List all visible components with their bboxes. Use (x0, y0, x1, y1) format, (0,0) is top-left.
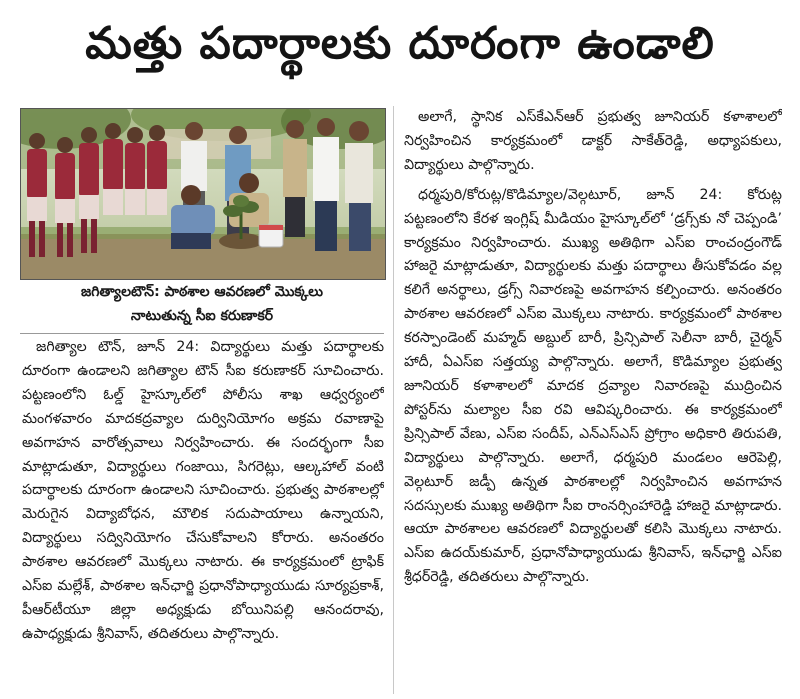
article-photo (20, 108, 386, 280)
tree-planting-illustration (21, 109, 385, 279)
article-body-right (404, 106, 782, 696)
body-paragraph: ధర్మపురి/కోరుట్ల/కొడిమ్యాల/వెల్గటూర్, జూన్ 24: కోరుట్ల పట్టణంలోని కేరళ ఇంగ్లిష్ మీడియం హైస్కూల్‌లో ‘డ్రగ్స్‌కు నో చెప్పండి’ కార్యక్రమం నిర్వహించారు. ముఖ్య అతిథిగా ఎస్ఐ రాంచంద్రంగౌడ్ హాజరై మాట్లాడుతూ, విద్యార్థులకు మత్తు పదార్థాలు తీసుకోవడం వల్ల కలిగే అనర్థాలు, డ్రగ్స్ నివారణపై అవగాహన కల్పించారు. అనంతరం పాఠశాల ఆవరణలో ఎస్ఐ మొక్కలు నాటారు. కార్యక్రమంలో పాఠశాల కరస్పాండెంట్ మహ్మద్ అబ్దుల్ బారీ, ప్రిన్సిపాల్ సెలీనా బారీ, చైర్మన్ హాదీ, ఏఎస్ఐ సత్తయ్య పాల్గొన్నారు. అలాగే, కొడిమ్యాల ప్రభుత్వ జూనియర్ కళాశాలలో మాదక ద్రవ్యాల నివారణపై ముద్రించిన పోస్టర్‌ను మల్యాల సీఐ రవి ఆవిష్కరించారు. ఈ కార్యక్రమంలో ప్రిన్సిపాల్ వేణు, ఎస్ఐ సందీప్, ఎన్ఎస్ఎస్ ప్రోగ్రాం అధికారి తిరుపతి, విద్యార్థులు పాల్గొన్నారు. అలాగే, ధర్మపురి మండలం ఆరెపెల్లి, వెల్గటూర్ జడ్పీ ఉన్నత పాఠశాలల్లో నిర్వహించిన అవగాహన సదస్సులకు ముఖ్య అతిథిగా సీఐ రాంనర్సింహారెడ్డి హాజరై మాట్లాడారు. ఆయా పాఠశాలల ఆవరణలో విద్యార్థులతో కలిసి మొక్కలు నాటారు. ఎస్ఐ ఉదయ్‌కుమార్, ప్రధానోపాధ్యాయుడు శ్రీనివాస్, ఇన్‌ఛార్జి ఎస్ఐ శ్రీధర్‌రెడ్డి, తదితరులు పాల్గొన్నారు. (404, 186, 782, 586)
body-paragraph: జగిత్యాల టౌన్, జూన్ 24: విద్యార్థులు మత్తు పదార్థాలకు దూరంగా ఉండాలని జగిత్యాల టౌన్ సీఐ కరుణాకర్ సూచించారు. పట్టణంలోని ఓల్డ్ హైస్కూల్‌లో పోలీసు శాఖ ఆధ్వర్యంలో మంగళవారం మాదకద్రవ్యాల దుర్వినియోగం అక్రమ రవాణాపై అవగాహన వారోత్సవాలు నిర్వహించారు. ఈ సందర్భంగా సీఐ మాట్లాడుతూ, విద్యార్థులు గంజాయి, సిగరెట్లు, ఆల్కహాల్ వంటి పదార్థాలకు దూరంగా ఉండాలని సూచించారు. ప్రభుత్వ పాఠశాలల్లో మెరుగైన విద్యాబోధన, మౌలిక సదుపాయాలు ఉన్నాయని, విద్యార్థులు సద్వినియోగం చేసుకోవాలని కోరారు. అనంతరం పాఠశాల ఆవరణలో మొక్కలు నాటారు. ఈ కార్యక్రమంలో ట్రాఫిక్ ఎస్ఐ మల్లేశ్, పాఠశాల ఇన్‌ఛార్జి ప్రధానోపాధ్యాయుడు సూర్యప్రకాశ్, పీఆర్‌టీయూ జిల్లా అధ్యక్షుడు బోయినిపల్లి ఆనందరావు, ఉపాధ్యక్షుడు శ్రీనివాస్, తదితరులు పాల్గొన్నారు. (22, 339, 384, 642)
column-divider (393, 106, 394, 694)
body-paragraph: అలాగే, స్థానిక ఎస్‌కేఎన్‌ఆర్ ప్రభుత్వ జూనియర్ కళాశాలలో నిర్వహించిన కార్యక్రమంలో డాక్టర్ సాకేత్‌రెడ్డి, అధ్యాపకులు, విద్యార్థులు పాల్గొన్నారు. (404, 109, 782, 173)
article-headline: మత్తు పదార్థాలకు దూరంగా ఉండాలి (85, 18, 715, 69)
article-body-left (22, 336, 384, 696)
photo-caption (20, 280, 384, 328)
caption-line-1: జగిత్యాలటౌన్: పాఠశాల ఆవరణలో మొక్కలు (80, 284, 323, 300)
caption-line-2: నాటుతున్న సీఐ కరుణాకర్ (130, 308, 274, 324)
caption-divider (20, 333, 384, 334)
